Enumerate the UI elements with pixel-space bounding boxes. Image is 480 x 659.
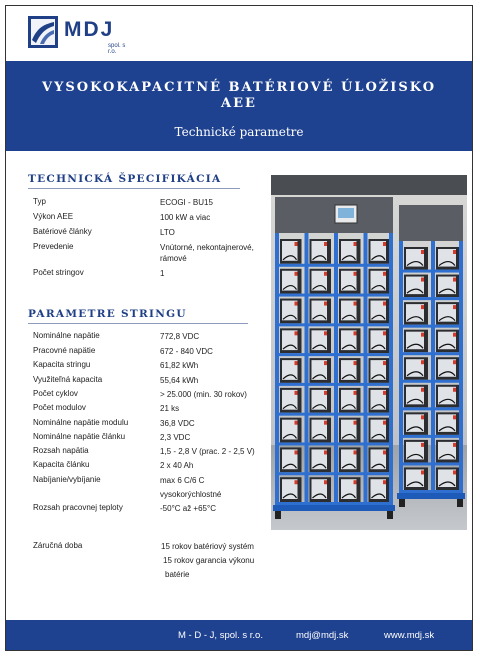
footer-company: M - D - J, spol. s r.o. — [178, 630, 263, 641]
spec-key: Batériové články — [33, 227, 92, 236]
string-key: Pracovné napätie — [33, 346, 96, 355]
string-value: vysokorýchlostné — [160, 490, 222, 499]
string-key: Nominálne napätie modulu — [33, 418, 129, 427]
warranty-line-2: 15 rokov garancia výkonu — [163, 556, 255, 565]
string-section-title: PARAMETRE STRINGU — [28, 308, 187, 320]
document-subtitle: Technické parametre — [174, 125, 304, 139]
footer-email[interactable]: mdj@mdj.sk — [296, 630, 349, 641]
string-value: 2 x 40 Ah — [160, 461, 194, 470]
warranty-key: Záručná doba — [33, 541, 83, 550]
string-value: > 25.000 (min. 30 rokov) — [160, 390, 247, 399]
string-key: Nominálne napätie článku — [33, 432, 126, 441]
logo-text: MDJ — [64, 18, 115, 41]
document-page — [5, 5, 473, 651]
document-title: VYSOKOKAPACITNÉ BATÉRIOVÉ ÚLOŽISKO AEE — [41, 80, 437, 111]
logo-mark-icon — [28, 16, 58, 48]
spec-section-title: TECHNICKÁ ŠPECIFIKÁCIA — [28, 173, 222, 185]
string-value: 2,3 VDC — [160, 433, 191, 442]
spec-key: Výkon AEE — [33, 212, 74, 221]
warranty-line-3: batérie — [165, 570, 190, 579]
string-key: Využiteľná kapacita — [33, 375, 103, 384]
string-section-divider — [28, 323, 248, 324]
string-key: Nabíjanie/vybíjanie — [33, 475, 101, 484]
logo-subtext: spol. s r.o. — [108, 43, 126, 55]
string-value: 55,64 kWh — [160, 376, 199, 385]
company-logo — [28, 16, 128, 55]
warranty-line-1: 15 rokov batériový systém — [161, 542, 254, 551]
string-key: Kapacita stringu — [33, 360, 91, 369]
spec-key: Počet stringov — [33, 268, 84, 277]
string-value: 772,8 VDC — [160, 332, 200, 341]
string-key: Počet cyklov — [33, 389, 78, 398]
footer-website[interactable]: www.mdj.sk — [384, 630, 435, 641]
string-value: 21 ks — [160, 404, 180, 413]
spec-value: LTO — [160, 228, 175, 237]
string-key: Nominálne napätie — [33, 331, 100, 340]
battery-rack-photo — [271, 175, 467, 530]
spec-value: ECOGI - BU15 — [160, 198, 213, 207]
spec-key: Prevedenie — [33, 242, 74, 251]
string-value: -50°C až +65°C — [160, 504, 216, 513]
string-value: 672 - 840 VDC — [160, 347, 213, 356]
string-key: Počet modulov — [33, 403, 86, 412]
string-key: Rozsah napätia — [33, 446, 89, 455]
spec-value: 1 — [160, 269, 165, 278]
title-banner — [6, 61, 472, 151]
spec-key: Typ — [33, 197, 46, 206]
string-value: max 6 C/6 C — [160, 476, 205, 485]
spec-value: 100 kW a viac — [160, 213, 211, 222]
string-value: 61,82 kWh — [160, 361, 199, 370]
spec-section-divider — [28, 188, 240, 189]
string-key: Rozsah pracovnej teploty — [33, 503, 123, 512]
string-value: 1,5 - 2,8 V (prac. 2 - 2,5 V) — [160, 447, 255, 456]
string-value: 36,8 VDC — [160, 419, 195, 428]
footer-bar — [6, 620, 472, 651]
string-key: Kapacita článku — [33, 460, 90, 469]
spec-value: Vnútorné, nekontajnerové, rámové — [160, 243, 254, 263]
